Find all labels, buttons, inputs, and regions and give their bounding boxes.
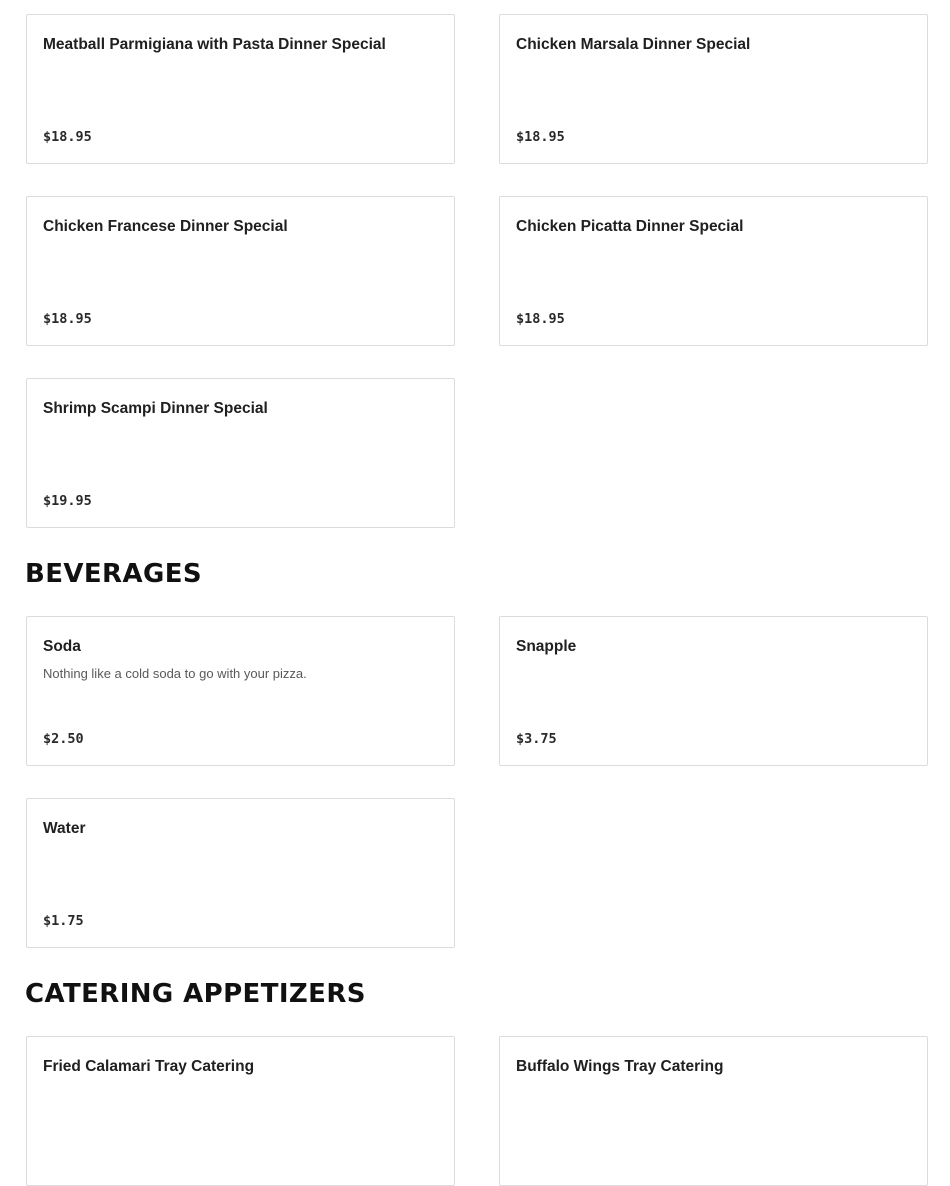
menu-item-name: Fried Calamari Tray Catering [43,1058,255,1075]
menu-item-description: Nothing like a cold soda to go with your pizza. [43,666,307,681]
menu-item-card[interactable] [499,14,928,164]
menu-item-price: $18.95 [516,129,565,145]
section-heading-catering-appetizers: CATERING APPETIZERS [25,979,366,1009]
menu-item-card[interactable] [26,1036,455,1186]
menu-item-price: $18.95 [43,311,92,327]
menu-item-card[interactable] [26,798,455,948]
menu-item-name: Buffalo Wings Tray Catering [516,1058,724,1075]
menu-item-name: Shrimp Scampi Dinner Special [43,400,268,417]
menu-item-name: Soda [43,638,81,655]
menu-item-name: Chicken Marsala Dinner Special [516,36,751,53]
menu-item-card[interactable] [26,196,455,346]
menu-item-name: Chicken Picatta Dinner Special [516,218,744,235]
menu-item-name: Meatball Parmigiana with Pasta Dinner Special [43,36,386,53]
menu-item-price: $2.50 [43,731,84,747]
menu-item-price: $19.95 [43,493,92,509]
menu-item-card[interactable] [499,1036,928,1186]
menu-item-price: $3.75 [516,731,557,747]
menu-item-name: Water [43,820,86,837]
menu-item-price: $18.95 [516,311,565,327]
menu-item-card[interactable] [26,14,455,164]
menu-item-card[interactable] [499,616,928,766]
menu-item-card[interactable] [499,196,928,346]
menu-item-card[interactable] [26,378,455,528]
menu-item-price: $1.75 [43,913,84,929]
menu-item-price: $18.95 [43,129,92,145]
section-heading-beverages: BEVERAGES [25,559,203,589]
menu-item-name: Chicken Francese Dinner Special [43,218,288,235]
menu-item-name: Snapple [516,638,577,655]
menu-item-card[interactable] [26,616,455,766]
